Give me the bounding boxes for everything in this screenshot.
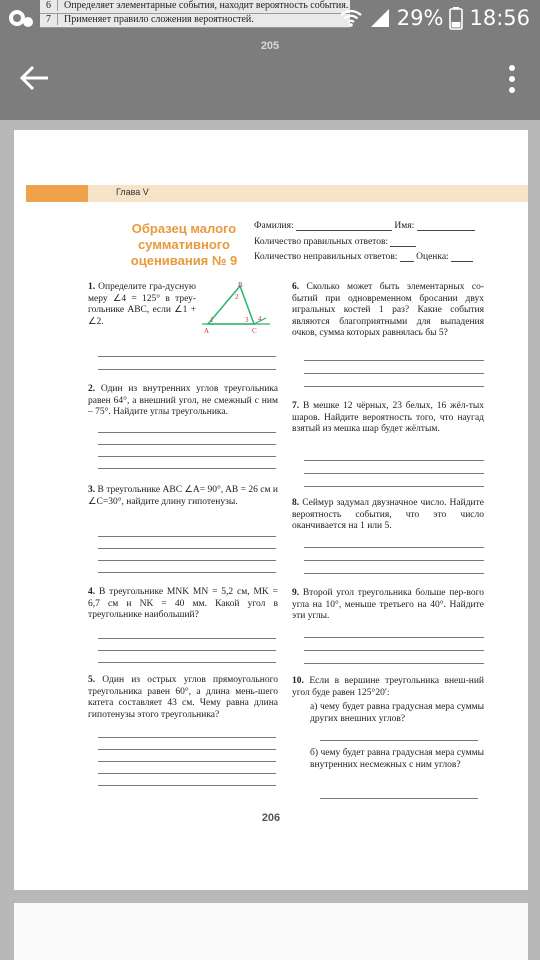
answer-line [98,456,276,457]
answer-line [304,560,484,561]
svg-text:C: C [252,327,257,335]
task-2: 2. Один из внутренних углов треугольника равен 64°, а внешний угол, не смежный с ним – 75°. Найдите углы треугольника. [88,384,279,418]
answer-line [304,547,484,548]
task-3: 3. В треугольнике ABC ∠A= 90°, AB = 26 см и ∠C=30°, найдите длину гипотенузы. [88,485,278,507]
wrong-blank [400,253,414,262]
task-8: 8. Сеймур задумал двузначное число. Найдите вероятность события, что это число оканчивается на 1 или 5. [292,498,485,532]
correct-count-field [254,237,416,247]
task-9: 9. Второй угол треугольника больше пер-вого угла на 10°, меньше третьего на 40°. Найдите эти углы. [292,588,484,622]
answer-line [304,460,484,461]
answer-line [304,373,484,374]
answer-line [98,548,276,549]
wrong-count-field [254,252,473,262]
row-text: Определяет элементарные события, находит вероятность события. [64,0,349,11]
task-4: 4. В треугольнике MNK MN = 5,2 см, MK = 6,7 см и NK = 40 мм. Какой угол в треугольнике наибольший? [88,587,279,621]
chapter-label: Глава V [116,187,149,197]
chapter-header [26,185,528,202]
correct-label: Количество правильных ответов: [254,237,389,247]
app-bar [0,36,540,120]
page-number: 206 [261,812,281,824]
page-title: Образец малого суммативного оценивания № 9 [130,221,238,268]
status-icons [339,5,530,31]
svg-text:1: 1 [210,316,214,324]
document-page [14,130,528,890]
name-label: Имя: [394,221,415,231]
answer-line [98,773,276,774]
back-arrow-icon[interactable] [16,62,54,94]
answer-line [304,663,484,664]
name-blank [417,222,475,231]
triangle-figure-icon [200,280,272,338]
answer-line [98,369,276,370]
chapter-accent-tab [26,185,88,202]
answer-line [320,798,478,799]
answer-line [98,536,276,537]
answer-line [98,737,276,738]
app-icon [8,8,34,28]
answer-line [98,444,276,445]
more-vert-icon[interactable] [506,64,518,94]
answer-line [98,662,276,663]
svg-text:2: 2 [235,293,239,301]
answer-line [98,468,276,469]
background-table-row [40,14,350,28]
svg-text:3: 3 [245,316,249,324]
answer-line [304,573,484,574]
task-5: 5. Один из острых углов прямоугольного треугольника равен 60°, а длина мень-шего катета составляет 43 см. Чему равна длина гипотенузы этого треугольника? [88,675,278,720]
svg-text:A: A [204,327,210,335]
row-number: 7 [40,14,58,25]
task-7: 7. В мешке 12 чёрных, 23 белых, 16 жёл-тых шаров. Найдите вероятность того, что наугад взятый из мешка шар будет жёлтым. [292,401,484,435]
background-table-row [40,0,350,14]
task-6: 6. Сколько может быть элементарных со-бытий при одновременном бросании двух игральных костей 1 раз? Какие события являются благоприятными для выпадения очков, сумма которых равнялась бы 5? [292,282,484,339]
row-text: Применяет правило сложения вероятностей. [64,14,254,25]
signal-icon [369,8,391,28]
clock: 18:56 [469,6,530,30]
wrong-label: Количество неправильных ответов: [254,252,398,262]
task-1: 1. Определите гра-дусную меру ∠4 = 125° в треу-гольнике ABC, если ∠1 + ∠2. [88,282,196,327]
battery-percent: 29% [396,6,444,30]
answer-line [98,432,276,433]
task-10: 10. Если в вершине треугольника внеш-ний угол буде равен 125°20′: [292,676,485,698]
page-indicator: 205 [260,40,280,52]
next-document-page [14,903,528,960]
surname-field [254,221,475,231]
answer-line [98,572,276,573]
answer-line [304,360,484,361]
answer-line [98,638,276,639]
grade-blank [451,253,473,262]
answer-line [320,740,478,741]
row-number: 6 [40,0,58,11]
answer-line [98,785,276,786]
grade-label: Оценка: [416,252,449,262]
svg-text:4: 4 [258,315,262,323]
status-bar [0,0,540,36]
surname-blank [296,222,392,231]
task-10-part-b: б) чему будет равна градусная мера суммы внутренних несмежных с ним углов? [310,748,484,770]
wifi-icon [339,8,363,28]
battery-icon [449,6,463,30]
answer-line [98,650,276,651]
answer-line [304,486,484,487]
answer-line [304,473,484,474]
answer-line [98,749,276,750]
answer-line [98,560,276,561]
answer-line [304,386,484,387]
answer-line [304,637,484,638]
answer-line [98,761,276,762]
surname-label: Фамилия: [254,221,294,231]
correct-blank [390,238,416,247]
task-10-part-a: а) чему будет равна градусная мера суммы других внешних углов? [310,702,484,724]
answer-line [98,356,276,357]
svg-text:B: B [238,281,243,289]
answer-line [304,650,484,651]
